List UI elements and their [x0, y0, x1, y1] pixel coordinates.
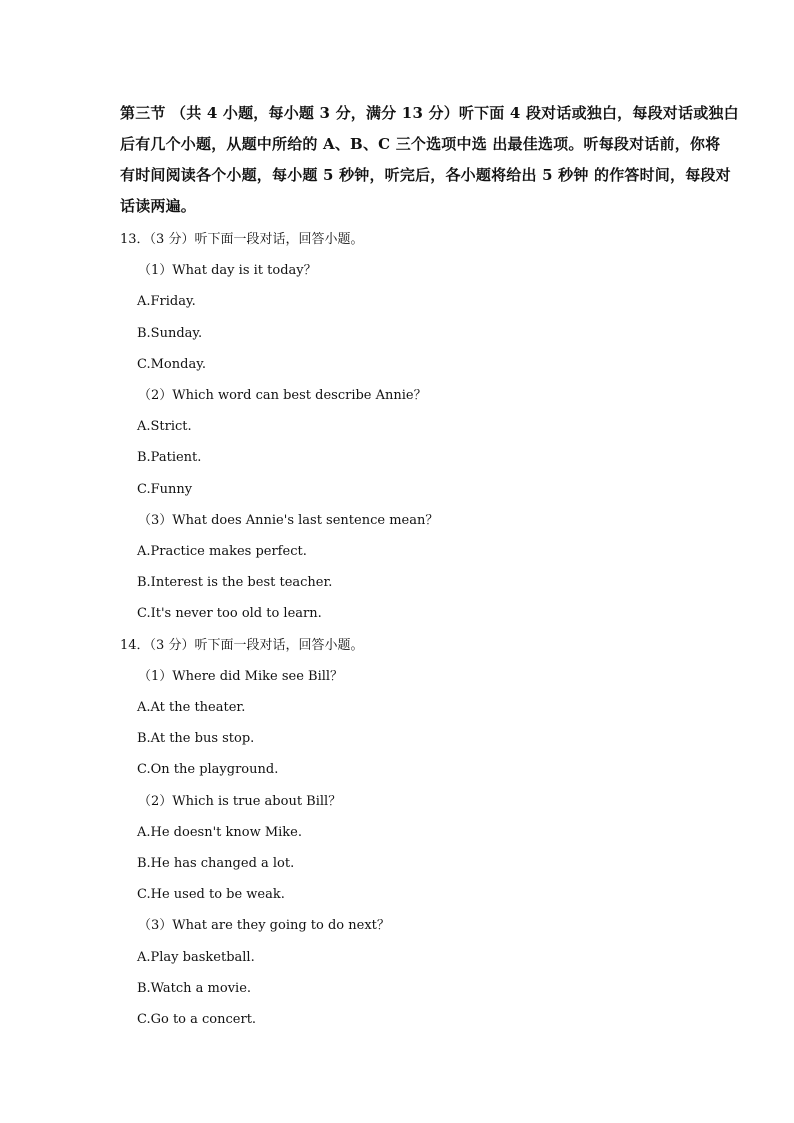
question-header: 13．（3 分）听下面一段对话，回答小题。 [120, 232, 364, 247]
answer-option: C.Funny [137, 481, 193, 497]
answer-option: A.He doesn't know Mike. [137, 824, 303, 840]
section-instructions [120, 98, 739, 222]
answer-option: B.At the bus stop. [137, 731, 255, 747]
answer-option: A.At the theater. [137, 700, 246, 716]
instruction-line: 后有几个小题，从题中所给的 A、B、C 三个选项中选 出最佳选项。听每段对话前，你将 [120, 135, 721, 153]
answer-option: B.Patient. [137, 450, 202, 466]
sub-question-prompt: （2）Which is true about Bill？ [138, 793, 342, 809]
sub-question-prompt: （2）Which word can best describe Annie？ [138, 388, 427, 404]
sub-question-prompt: （1）Where did Mike see Bill？ [138, 668, 344, 684]
sub-question-prompt: （3）What does Annie's last sentence mean？ [138, 512, 439, 528]
question-header: 14．（3 分）听下面一段对话，回答小题。 [120, 637, 364, 653]
question-list [120, 224, 720, 1035]
answer-option: A.Practice makes perfect. [137, 544, 307, 560]
answer-option: C.It's never too old to learn. [137, 606, 322, 622]
instruction-line: 第三节 （共 4 小题，每小题 3 分，满分 13 分）听下面 4 段对话或独白，每段对话或独白 [120, 104, 739, 122]
answer-option: B.Watch a movie. [137, 980, 252, 996]
answer-option: C.Monday. [137, 356, 206, 372]
answer-option: C.He used to be weak. [137, 887, 285, 903]
instruction-line: 有时间阅读各个小题，每小题 5 秒钟，听完后，各小题将给出 5 秒钟 的作答时间，每段对 [120, 166, 731, 184]
answer-option: A.Play basketball. [137, 949, 255, 965]
sub-question-prompt: （1）What day is it today？ [138, 263, 317, 279]
instruction-line: 话读两遍。 [120, 197, 197, 215]
answer-option: A.Strict. [137, 419, 192, 435]
answer-option: C.Go to a concert. [137, 1012, 257, 1028]
sub-question-prompt: （3）What are they going to do next？ [138, 918, 390, 934]
answer-option: B.Sunday. [137, 325, 203, 341]
question-13 [120, 224, 720, 630]
question-14 [120, 630, 720, 1036]
answer-option: B.He has changed a lot. [137, 856, 295, 872]
answer-option: B.Interest is the best teacher. [137, 575, 333, 591]
answer-option: A.Friday. [137, 294, 196, 310]
answer-option: C.On the playground. [137, 762, 279, 778]
